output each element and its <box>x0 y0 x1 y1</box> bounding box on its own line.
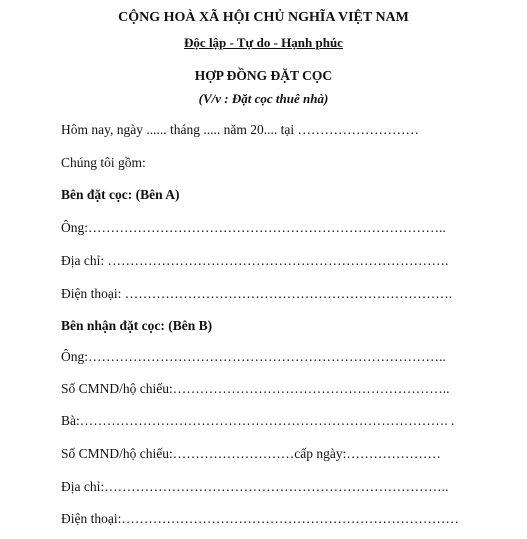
party-a-phone-field: Điện thoại: ………………………………………………………………. <box>61 286 453 301</box>
party-a-name-field: Ông:…………………………………………………………………….. <box>61 220 446 235</box>
document-subtitle: (V/v : Đặt cọc thuê nhà) <box>198 91 329 106</box>
party-a-heading: Bên đặt cọc: (Bên A) <box>61 187 180 202</box>
national-title: CỘNG HOÀ XÃ HỘI CHỦ NGHĨA VIỆT NAM <box>118 10 409 25</box>
party-b-phone-field: Điện thoại:………………………………………………………………… <box>61 511 459 526</box>
document-title: HỢP ĐỒNG ĐẶT CỌC <box>194 68 333 83</box>
party-b-heading: Bên nhận đặt cọc: (Bên B) <box>61 318 213 333</box>
party-b-wife-name-field: Bà:………………………………………………………………………. . <box>61 413 455 428</box>
national-motto: Độc lập - Tự do - Hạnh phúc <box>184 35 343 50</box>
party-b-address-field: Địa chỉ:………………………………………………………………….. <box>61 479 449 494</box>
party-b-id-issue-field: Số CMND/hộ chiếu:………………………cấp ngày:………………… <box>61 446 441 461</box>
party-b-id-field: Số CMND/hộ chiếu:…………………………………………………….. <box>61 381 450 396</box>
date-location-line: Hôm nay, ngày ...... tháng ..... năm 20.... tại ……………………… <box>61 122 419 137</box>
party-b-name-field: Ông:…………………………………………………………………….. <box>61 349 446 364</box>
parties-intro: Chúng tôi gồm: <box>61 155 146 170</box>
party-a-address-field: Địa chỉ: …………………………………………………………………. <box>61 253 449 268</box>
